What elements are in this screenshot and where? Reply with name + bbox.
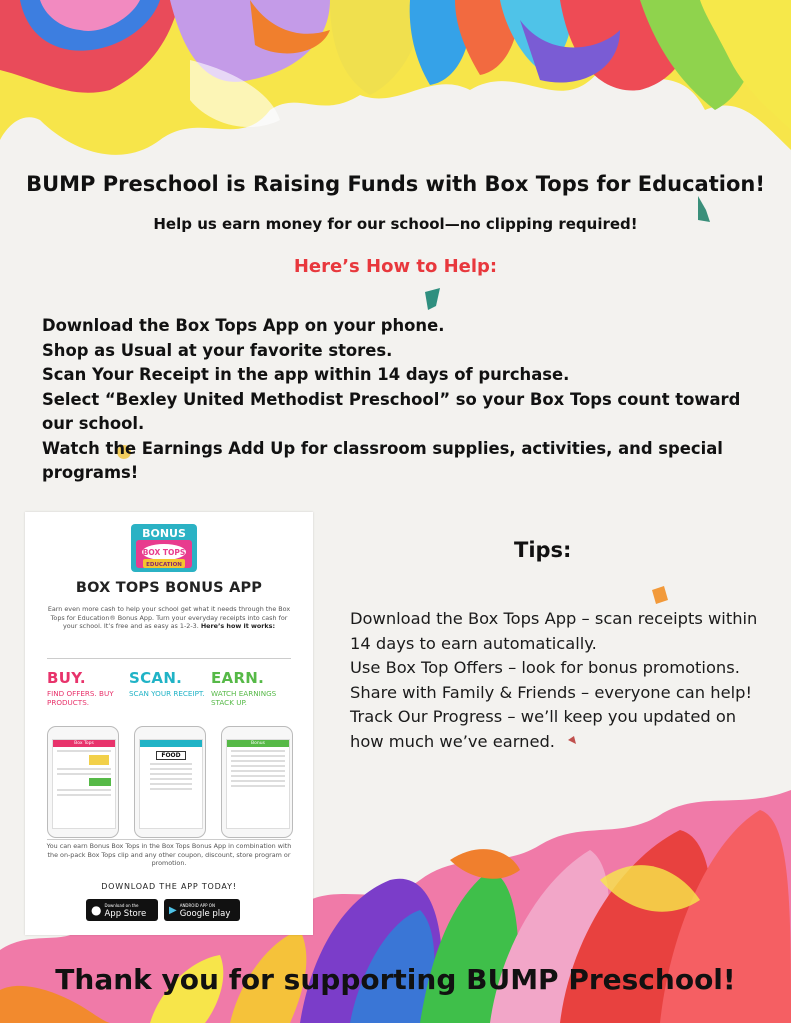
scan-text: SCAN YOUR RECEIPT. xyxy=(129,689,205,698)
page-title: BUMP Preschool is Raising Funds with Box Tops for Education! xyxy=(26,172,765,196)
steps-list xyxy=(42,314,762,486)
receipt-header: FOOD xyxy=(156,751,186,760)
thank-you-message: Thank you for supporting BUMP Preschool! xyxy=(55,963,736,996)
tip-item: Share with Family & Friends – everyone can help! xyxy=(350,682,752,702)
step-item: Shop as Usual at your favorite stores. xyxy=(42,340,393,360)
box-tops-flyer xyxy=(25,512,313,935)
google-play-label: Google play xyxy=(179,909,231,919)
step-item: Scan Your Receipt in the app within 14 days of purchase. xyxy=(42,365,570,384)
phone-screen-title: Box Tops xyxy=(53,740,115,747)
buy-column xyxy=(47,669,137,707)
phone-mockup-scan xyxy=(134,726,206,838)
divider xyxy=(47,658,291,659)
scan-column xyxy=(129,669,219,698)
step-item: Watch the Earnings Add Up for classroom supplies, activities, and special programs! xyxy=(42,438,723,482)
phone-mockup-buy xyxy=(47,726,119,838)
flyer-intro-text: Earn even more cash to help your school get what it needs through the Box Tops for Education® Bonus App. Turn your everyday receipts into cash for your school. It’s free and as easy as 1-2-3. xyxy=(47,605,291,631)
scan-label: SCAN. xyxy=(129,669,183,687)
divider xyxy=(47,839,291,840)
earn-column xyxy=(211,669,301,707)
step-item: Download the Box Tops App on your phone. xyxy=(42,316,445,335)
tip-item: Track Our Progress – we’ll keep you updated on how much we’ve earned. xyxy=(350,707,737,751)
download-heading: DOWNLOAD THE APP TODAY! xyxy=(101,882,237,891)
badge-mid-text: BOX TOPS xyxy=(142,548,186,557)
app-store-small: Download on the xyxy=(104,903,139,908)
google-play-button[interactable] xyxy=(164,899,240,921)
google-play-small: ANDROID APP ON xyxy=(179,903,215,908)
badge-bottom-text: EDUCATION xyxy=(146,562,182,568)
buy-text: FIND OFFERS. BUY PRODUCTS. xyxy=(47,689,114,707)
app-store-button[interactable] xyxy=(86,899,158,921)
badge-top-text: BONUS xyxy=(142,527,186,540)
earn-label: EARN. xyxy=(211,669,265,687)
phone-screen-title: Bonus xyxy=(227,740,289,747)
phone-screen xyxy=(226,739,290,829)
tip-item: Use Box Top Offers – look for bonus promotions. xyxy=(350,658,740,677)
phone-screen xyxy=(52,739,116,829)
bonus-box-tops-logo xyxy=(129,522,199,574)
page-subtitle: Help us earn money for our school—no clipping required! xyxy=(153,215,638,233)
app-store-label: App Store xyxy=(104,909,147,919)
tip-item: Download the Box Tops App – scan receipts within 14 days to earn automatically. xyxy=(350,609,758,653)
flyer-footer-text: You can earn Bonus Box Tops in the Box Tops Bonus App in combination with the on-pack Box Tops clip and any other coupon, discount, store program or promotion. xyxy=(46,842,292,868)
howto-heading: Here’s How to Help: xyxy=(293,256,498,277)
flyer-intro-bold: Here’s how it works: xyxy=(200,622,276,631)
buy-label: BUY. xyxy=(47,669,86,687)
step-item: Select “Bexley United Methodist Preschool” so your Box Tops count toward our school. xyxy=(42,389,741,433)
tips-list xyxy=(350,607,770,754)
tips-heading: Tips: xyxy=(514,538,572,562)
flyer-title: BOX TOPS BONUS APP xyxy=(75,580,263,596)
play-icon: ▶ xyxy=(169,904,177,916)
phone-mockup-earn xyxy=(221,726,293,838)
apple-icon: ● xyxy=(91,903,102,917)
phone-screen xyxy=(139,739,203,829)
earn-text: WATCH EARNINGS STACK UP. xyxy=(211,689,277,707)
flyer-intro xyxy=(47,605,291,631)
